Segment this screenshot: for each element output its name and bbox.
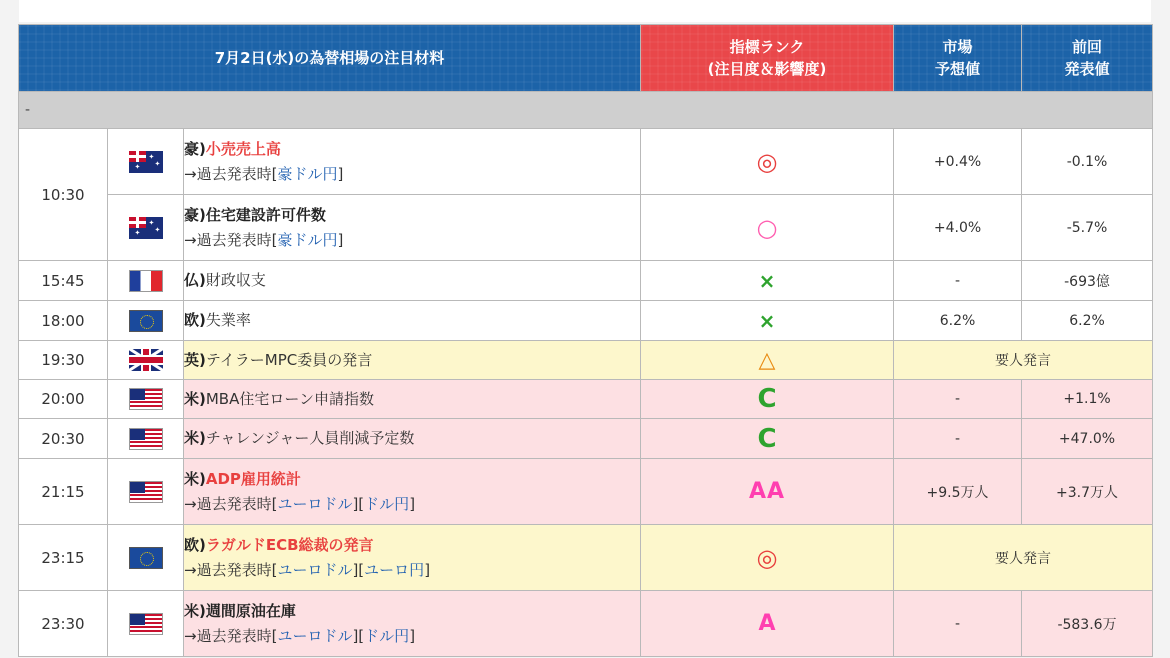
header-rank-line1: 指標ランク xyxy=(729,38,805,56)
rank-cell xyxy=(641,129,894,195)
forecast-value: - xyxy=(894,261,1022,301)
past-release-label: →過去発表時 xyxy=(184,164,272,183)
double-circle-icon: ◎ xyxy=(756,147,778,176)
forecast-value: +0.4% xyxy=(894,129,1022,195)
rank-cell xyxy=(641,380,894,419)
table-row xyxy=(19,341,1153,380)
header-forecast xyxy=(894,25,1022,92)
rank-cell xyxy=(641,195,894,261)
country-code: 欧) xyxy=(184,535,206,554)
forecast-value: - xyxy=(894,380,1022,419)
australia-flag-icon: ✦ ✦ ✦ xyxy=(129,151,163,173)
past-release-link[interactable]: 豪ドル円 xyxy=(277,230,338,249)
triangle-icon: △ xyxy=(758,347,776,373)
rank-a-icon: A xyxy=(758,611,776,636)
header-previous-line1: 前回 xyxy=(1072,38,1103,56)
us-flag-icon xyxy=(129,388,163,410)
indicator-name[interactable]: ADP雇用統計 xyxy=(205,469,301,488)
indicator-name: テイラーMPC委員の発言 xyxy=(205,350,373,369)
past-release-label: →過去発表時 xyxy=(184,494,272,513)
economic-calendar-table xyxy=(18,24,1153,657)
flag-cell xyxy=(108,341,184,380)
country-code: 仏) xyxy=(184,271,206,289)
header-rank-line2: (注目度＆影響度) xyxy=(707,60,827,78)
indicator-cell: 欧)ラガルドECB総裁の発言 →過去発表時[ユーロドル][ユーロ円] xyxy=(184,525,641,591)
table-row xyxy=(19,459,1153,525)
rank-cell xyxy=(641,591,894,657)
eu-flag-icon xyxy=(129,547,163,569)
double-circle-icon: ◎ xyxy=(756,543,778,572)
section-row xyxy=(19,92,1153,129)
rank-cell xyxy=(641,419,894,459)
top-bar xyxy=(19,0,1151,22)
past-release-link[interactable]: ユーロ円 xyxy=(364,560,425,579)
indicator-name[interactable]: 住宅建設許可件数 xyxy=(205,205,326,224)
uk-flag-icon xyxy=(129,349,163,371)
flag-cell xyxy=(108,380,184,419)
header-previous xyxy=(1022,25,1153,92)
previous-value: -0.1% xyxy=(1022,129,1153,195)
indicator-cell xyxy=(184,261,641,301)
forecast-value: - xyxy=(894,419,1022,459)
header-forecast-line2: 予想値 xyxy=(935,60,981,78)
flag-cell xyxy=(108,419,184,459)
past-release-link[interactable]: 豪ドル円 xyxy=(277,164,338,183)
country-code: 米) xyxy=(184,469,206,488)
time-cell: 23:30 xyxy=(19,591,108,657)
cross-icon: × xyxy=(758,308,776,333)
table-row xyxy=(19,301,1153,341)
time-cell: 18:00 xyxy=(19,301,108,341)
indicator-cell xyxy=(184,301,641,341)
past-release-link[interactable]: ドル円 xyxy=(364,626,410,645)
country-code: 欧) xyxy=(184,311,206,329)
table-row xyxy=(19,261,1153,301)
indicator-cell xyxy=(184,341,641,380)
past-release-link[interactable]: ユーロドル xyxy=(277,494,353,513)
speech-label: 要人発言 xyxy=(894,341,1153,380)
table-row xyxy=(19,419,1153,459)
previous-value: -583.6万 xyxy=(1022,591,1153,657)
indicator-cell: 米)ADP雇用統計 →過去発表時[ユーロドル][ドル円] xyxy=(184,459,641,525)
indicator-cell xyxy=(184,419,641,459)
indicator-name[interactable]: ラガルドECB総裁の発言 xyxy=(205,535,374,554)
eu-flag-icon xyxy=(129,310,163,332)
flag-cell xyxy=(108,591,184,657)
us-flag-icon xyxy=(129,481,163,503)
section-label: - xyxy=(19,92,1153,129)
time-cell: 21:15 xyxy=(19,459,108,525)
rank-c-icon: C xyxy=(757,384,777,414)
time-cell: 19:30 xyxy=(19,341,108,380)
country-code: 米) xyxy=(184,601,206,620)
rank-cell xyxy=(641,341,894,380)
country-code: 米) xyxy=(184,389,206,408)
table-row xyxy=(19,129,1153,195)
indicator-cell: 豪)住宅建設許可件数 →過去発表時[豪ドル円] xyxy=(184,195,641,261)
past-release-link[interactable]: ユーロドル xyxy=(277,626,353,645)
rank-cell xyxy=(641,459,894,525)
flag-cell xyxy=(108,195,184,261)
forecast-value: 6.2% xyxy=(894,301,1022,341)
past-release-label: →過去発表時 xyxy=(184,230,272,249)
rank-cell xyxy=(641,301,894,341)
forecast-value: - xyxy=(894,591,1022,657)
past-release-label: →過去発表時 xyxy=(184,626,272,645)
indicator-name: 財政収支 xyxy=(205,271,266,289)
rank-cell xyxy=(641,261,894,301)
time-cell: 20:00 xyxy=(19,380,108,419)
indicator-name[interactable]: 小売売上高 xyxy=(205,139,281,158)
flag-cell xyxy=(108,129,184,195)
indicator-name: MBA住宅ローン申請指数 xyxy=(205,389,375,408)
indicator-name[interactable]: 週間原油在庫 xyxy=(205,601,296,620)
cross-icon: × xyxy=(758,268,776,293)
indicator-name: 失業率 xyxy=(205,311,251,329)
france-flag-icon xyxy=(129,270,163,292)
header-row xyxy=(19,25,1153,92)
header-title: 7月2日(水)の為替相場の注目材料 xyxy=(19,25,641,92)
rank-cell xyxy=(641,525,894,591)
time-cell: 15:45 xyxy=(19,261,108,301)
us-flag-icon xyxy=(129,613,163,635)
previous-value: -5.7% xyxy=(1022,195,1153,261)
flag-cell xyxy=(108,525,184,591)
table-row xyxy=(19,591,1153,657)
rank-aa-icon: AA xyxy=(748,479,786,504)
indicator-cell: 米)週間原油在庫 →過去発表時[ユーロドル][ドル円] xyxy=(184,591,641,657)
table-row xyxy=(19,195,1153,261)
flag-cell xyxy=(108,261,184,301)
past-release-label: →過去発表時 xyxy=(184,560,272,579)
table-row xyxy=(19,525,1153,591)
indicator-cell: 豪)小売売上高 →過去発表時[豪ドル円] xyxy=(184,129,641,195)
time-cell: 10:30 xyxy=(19,129,108,261)
previous-value: +1.1% xyxy=(1022,380,1153,419)
time-cell: 20:30 xyxy=(19,419,108,459)
indicator-name: チャレンジャー人員削減予定数 xyxy=(205,429,415,447)
speech-label: 要人発言 xyxy=(894,525,1153,591)
us-flag-icon xyxy=(129,428,163,450)
header-forecast-line1: 市場 xyxy=(942,38,973,56)
previous-value: -693億 xyxy=(1022,261,1153,301)
country-code: 豪) xyxy=(184,139,206,158)
previous-value: +47.0% xyxy=(1022,419,1153,459)
table-row xyxy=(19,380,1153,419)
australia-flag-icon: ✦ ✦ ✦ xyxy=(129,217,163,239)
past-release-link[interactable]: ドル円 xyxy=(364,494,410,513)
rank-c-icon: C xyxy=(757,423,777,454)
circle-icon: ○ xyxy=(756,213,778,242)
header-rank xyxy=(641,25,894,92)
flag-cell xyxy=(108,301,184,341)
forecast-value: +9.5万人 xyxy=(894,459,1022,525)
country-code: 英) xyxy=(184,350,206,369)
country-code: 米) xyxy=(184,429,206,447)
time-cell: 23:15 xyxy=(19,525,108,591)
flag-cell xyxy=(108,459,184,525)
previous-value: 6.2% xyxy=(1022,301,1153,341)
forecast-value: +4.0% xyxy=(894,195,1022,261)
indicator-cell xyxy=(184,380,641,419)
country-code: 豪) xyxy=(184,205,206,224)
header-previous-line2: 発表値 xyxy=(1064,60,1110,78)
previous-value: +3.7万人 xyxy=(1022,459,1153,525)
past-release-link[interactable]: ユーロドル xyxy=(277,560,353,579)
